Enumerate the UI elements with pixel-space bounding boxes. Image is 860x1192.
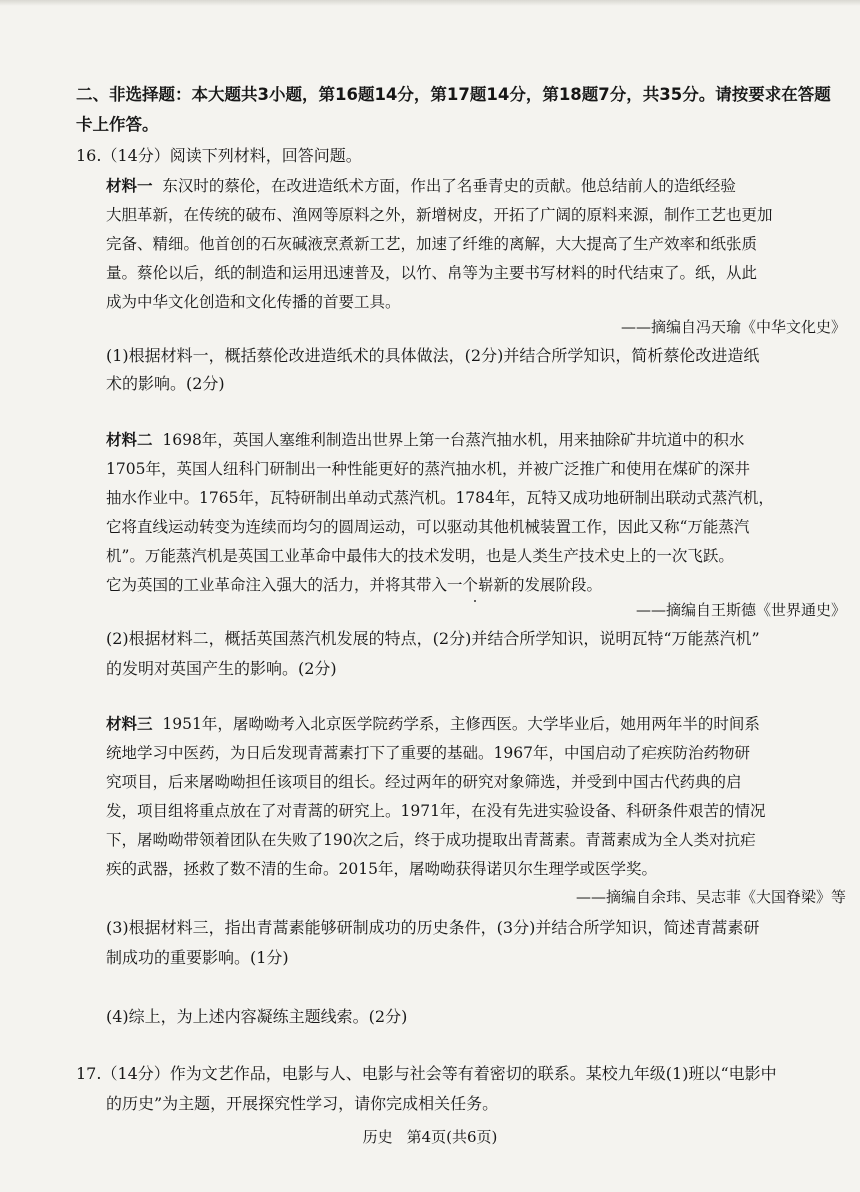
material-3-line-6: 疾的武器，拯救了数不清的生命。2015年，屠呦呦获得诺贝尔生理学或医学奖。 [106, 860, 657, 878]
material-2-line-2: 1705年，英国人纽科门研制出一种性能更好的蒸汽抽水机，并被广泛推广和使用在煤矿的深井 [106, 460, 750, 478]
material-3-label: 材料三 [106, 715, 153, 733]
material-1-line-5: 成为中华文化创造和文化传播的首要工具。 [106, 293, 401, 311]
material-2-label: 材料二 [106, 431, 153, 449]
q17-line-2: 的历史”为主题，开展探究性学习，请你完成相关任务。 [106, 1094, 499, 1113]
material-3-line-5: 下，屠呦呦带领着团队在失败了190次之后，终于成功提取出青蒿素。青蒿素成为全人类对抗疟 [106, 831, 756, 849]
material-1-label: 材料一 [106, 177, 153, 195]
q17-line-1: 17.（14分）作为文艺作品，电影与人、电影与社会等有着密切的联系。某校九年级(1)班以“电影中 [76, 1064, 777, 1083]
q16-sub3-line-1: (3)根据材料三，指出青蒿素能够研制成功的历史条件，(3分)并结合所学知识，简述青蒿素研 [106, 918, 760, 937]
material-2-source: ——摘编自王斯德《世界通史》 [635, 601, 846, 619]
material-3-source: ——摘编自余玮、吴志菲《大国脊梁》等 [575, 888, 846, 906]
q16-sub1-line-2: 术的影响。(2分) [106, 374, 225, 393]
material-2-line-5: 机”。万能蒸汽机是英国工业革命中最伟大的技术发明，也是人类生产技术史上的一次飞跃。 [106, 547, 734, 565]
scan-edge [0, 0, 860, 6]
material-1-source: ——摘编自冯天瑜《中华文化史》 [620, 318, 846, 336]
material-2-line-4: 它将直线运动转变为连续而均匀的圆周运动，可以驱动其他机械装置工作，因此又称“万能蒸汽 [106, 518, 750, 536]
q16-sub1-line-1: (1)根据材料一，概括蔡伦改进造纸术的具体做法，(2分)并结合所学知识，简析蔡伦改进造纸 [106, 346, 760, 365]
q16-sub4: (4)综上，为上述内容凝练主题线索。(2分) [106, 1007, 408, 1026]
scan-speck [474, 600, 476, 602]
material-2-text: 1698年，英国人塞维利制造出世界上第一台蒸汽抽水机，用来抽除矿井坑道中的积水 [162, 431, 745, 449]
material-3-line-3: 究项目，后来屠呦呦担任该项目的组长。经过两年的研究对象筛选，并受到中国古代药典的启 [106, 773, 742, 791]
footer-subject: 历史 [362, 1128, 393, 1146]
material-2-line-6: 它为英国的工业革命注入强大的活力，并将其带入一个崭新的发展阶段。 [106, 576, 603, 594]
material-3-line-4: 发，项目组将重点放在了对青蒿的研究上。1971年，在没有先进实验设备、科研条件艰苦的情况 [106, 802, 766, 820]
material-2-line-1 [106, 426, 744, 454]
material-2-line-3: 抽水作业中。1765年，瓦特研制出单动式蒸汽机。1784年，瓦特又成功地研制出联动式蒸汽机， [106, 489, 774, 507]
material-3-line-1 [106, 710, 760, 738]
section-header: 二、非选择题：本大题共3小题，第16题14分，第17题14分，第18题7分，共35分。请按要求在答题卡上作答。 [76, 85, 831, 134]
page-footer [0, 1126, 860, 1147]
q16-intro: 16.（14分）阅读下列材料，回答问题。 [76, 146, 362, 165]
material-1-line-1 [106, 172, 736, 200]
material-1-line-2: 大胆革新，在传统的破布、渔网等原料之外，新增树皮，开拓了广阔的原料来源，制作工艺也更加 [106, 206, 773, 224]
q16-sub2-line-1: (2)根据材料二，概括英国蒸汽机发展的特点，(2分)并结合所学知识，说明瓦特“万能蒸汽机” [106, 629, 760, 648]
material-1-line-4: 量。蔡伦以后，纸的制造和运用迅速普及，以竹、帛等为主要书写材料的时代结束了。纸，从此 [106, 264, 758, 282]
q16-sub3-line-2: 制成功的重要影响。(1分) [106, 948, 289, 967]
material-1-line-3: 完备、精细。他首创的石灰碱液烹煮新工艺，加速了纤维的离解，大大提高了生产效率和纸张质 [106, 235, 758, 253]
material-3-text: 1951年，屠呦呦考入北京医学院药学系，主修西医。大学毕业后，她用两年半的时间系 [162, 715, 760, 733]
footer-page-number: 第4页(共6页) [406, 1128, 498, 1146]
material-3-line-2: 统地学习中医药，为日后发现青蒿素打下了重要的基础。1967年，中国启动了疟疾防治药物研 [106, 744, 750, 762]
material-1-text: 东汉时的蔡伦，在改进造纸术方面，作出了名垂青史的贡献。他总结前人的造纸经验 [162, 177, 736, 195]
q16-sub2-line-2: 的发明对英国产生的影响。(2分) [106, 659, 337, 678]
